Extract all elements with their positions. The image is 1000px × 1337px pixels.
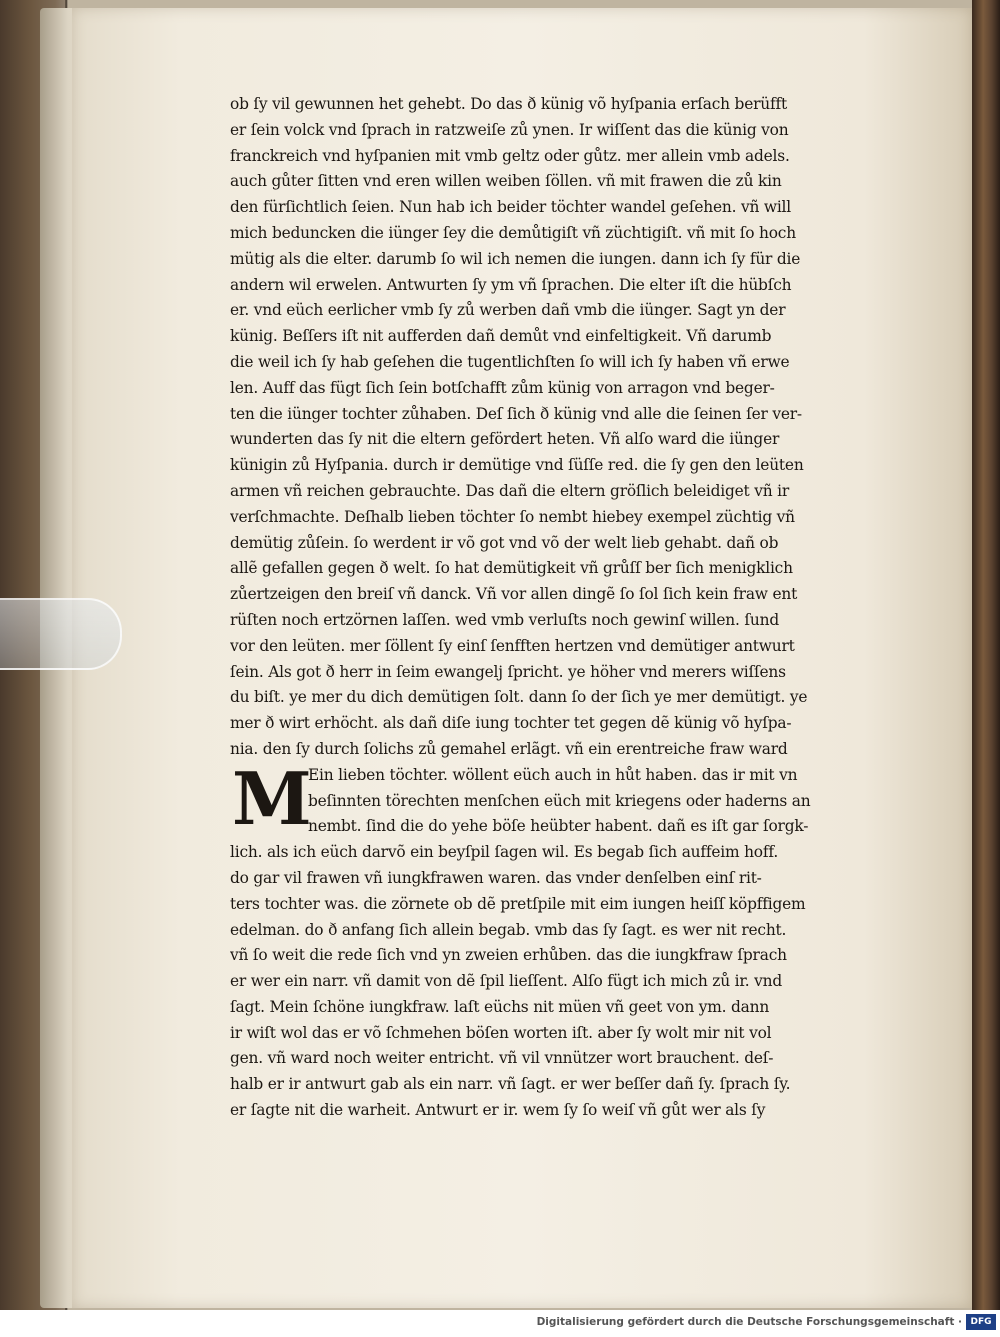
text-line: vñ ſo weit die rede ſich vnd yn zweien erhůben. das die iungkfraw ſprach xyxy=(230,946,787,965)
footer-bar xyxy=(0,1310,1000,1337)
text-line: vor den leüten. mer ſöllent ſy einſ ſenfften hertzen vnd demütiger antwurt xyxy=(230,636,795,655)
text-line: den fürſichtlich ſeien. Nun hab ich beider töchter wandel geſehen. vñ will xyxy=(230,198,792,217)
text-line: rüſten noch ertzörnen laſſen. wed vmb verluſts noch gewinſ willen. ſund xyxy=(230,610,779,629)
text-line: franckreich vnd hyſpanien mit vmb geltz oder gůtz. mer allein vmb adels. xyxy=(230,146,790,165)
text-line: künigin zů Hyſpania. durch ir demütige vnd ſüſſe red. die ſy gen den leüten xyxy=(230,456,804,475)
text-line: künig. Beſſers iſt nit aufferden dañ demůt vnd einfeltigkeit. Vñ darumb xyxy=(230,327,772,346)
text-line: die weil ich ſy hab geſehen die tugentlichſten ſo will ich ſy haben vñ erwe xyxy=(230,352,790,371)
text-line: ob ſy vil gewunnen het gehebt. Do das ð künig võ hyſpania erſach berüfft xyxy=(230,95,787,113)
text-line: wunderten das ſy nit die eltern gefördert heten. Vñ alſo ward die iünger xyxy=(230,430,780,449)
text-line: ſagt. Mein ſchöne iungkfraw. laſt eüchs nit müen vñ geet von ym. dann xyxy=(230,997,770,1016)
text-line: gen. vñ ward noch weiter entricht. vñ vil vnnützer wort brauchent. deſ- xyxy=(230,1049,774,1068)
text-line: do gar vil frawen vñ iungkfrawen waren. das vnder denſelben einſ rit- xyxy=(230,868,762,887)
text-line: er wer ein narr. vñ damit von dẽ ſpil lieſſent. Alſo fügt ich mich zů ir. vnd xyxy=(230,972,783,991)
text-line: er ſagte nit die warheit. Antwurt er ir. wem ſy ſo weiſ vñ gůt wer als ſy xyxy=(230,1101,766,1120)
dropcap-initial: M xyxy=(232,756,312,841)
text-line: andern wil erwelen. Antwurten ſy ym vñ ſprachen. Die elter iſt die hübſch xyxy=(230,275,792,294)
text-line: mich beduncken die iünger ſey die demůtigiſt vñ züchtigiſt. vñ mit ſo hoch xyxy=(230,223,796,242)
text-line: len. Auff das fügt ſich ſein botſchafft zům künig von arragon vnd beger- xyxy=(230,378,775,397)
text-line: Ein lieben töchter. wöllent eüch auch in hůt haben. das ir mit vn xyxy=(308,765,798,784)
text-line: nia. den ſy durch ſolichs zů gemahel erlãgt. vñ ein erentreiche fraw ward xyxy=(230,739,788,758)
text-line: nembt. ſind die do yehe böſe heübter habent. dañ es iſt gar ſorgk- xyxy=(308,817,809,836)
text-line: mütig als die elter. darumb ſo wil ich nemen die iungen. dann ich ſy für die xyxy=(230,249,801,268)
text-line: ir wiſt wol das er võ ſchmehen böſen worten iſt. aber ſy wolt mir nit vol xyxy=(230,1023,772,1042)
text-line: auch gůter ſitten vnd eren willen weiben ſöllen. vñ mit frawen die zů kin xyxy=(230,172,782,191)
text-line: armen vñ reichen gebrauchte. Das dañ die eltern gröſlich beleidiget vñ ir xyxy=(230,481,789,500)
text-line: ſein. Als got ð herr in ſeim ewangelj ſpricht. ye höher vnd merers wiſſens xyxy=(230,662,786,681)
text-line: allẽ gefallen gegen ð welt. ſo hat demütigkeit vñ grůſſ ber ſich menigklich xyxy=(230,559,793,578)
dfg-logo: DFG xyxy=(966,1314,996,1330)
text-line: er. vnd eüch eerlicher vmb ſy zů werben dañ vmb die iünger. Sagt yn der xyxy=(230,301,786,320)
text-line: edelman. do ð anfang ſich allein begab. vmb das ſy ſagt. es wer nit recht. xyxy=(230,920,787,939)
text-line: ten die iünger tochter zůhaben. Deſ ſich ð künig vnd alle die ſeinen ſer ver- xyxy=(230,404,802,423)
text-line: verſchmachte. Deſhalb lieben töchter ſo nembt hiebey exempel züchtig vñ xyxy=(230,507,795,526)
text-line: du biſt. ye mer du dich demütigen ſolt. dann ſo der ſich ye mer demütigt. ye xyxy=(230,688,808,707)
page-text xyxy=(230,92,910,1124)
page-clip xyxy=(0,598,122,670)
text-line: mer ð wirt erhöcht. als dañ diſe iung tochter tet gegen dẽ künig võ hyſpa- xyxy=(230,714,792,733)
text-line: lich. als ich eüch darvõ ein beyſpil ſagen wil. Es begab ſich auffeim hoff. xyxy=(230,843,779,862)
text-line: halb er ir antwurt gab als ein narr. vñ ſagt. er wer beſſer dañ ſy. ſprach ſy. xyxy=(230,1075,791,1094)
text-line: beſinnten törechten menſchen eüch mit kriegens oder haderns an xyxy=(308,791,811,810)
funding-credit: Digitalisierung gefördert durch die Deutsche Forschungsgemeinschaft · xyxy=(536,1316,962,1328)
text-line: ters tochter was. die zörnete ob dẽ pretſpile mit eim iungen heiſſ köpffigem xyxy=(230,894,806,913)
text-line: er ſein volck vnd ſprach in ratzweiſe zů ynen. Ir wiſſent das die künig von xyxy=(230,120,789,139)
text-line: demütig zůſein. ſo werdent ir võ got vnd võ der welt lieb gehabt. dañ ob xyxy=(230,533,779,552)
text-line: zůertzeigen den breiſ vñ danck. Vñ vor allen dingẽ ſo ſol ſich kein fraw ent xyxy=(230,585,798,604)
book-binding xyxy=(972,0,1000,1310)
